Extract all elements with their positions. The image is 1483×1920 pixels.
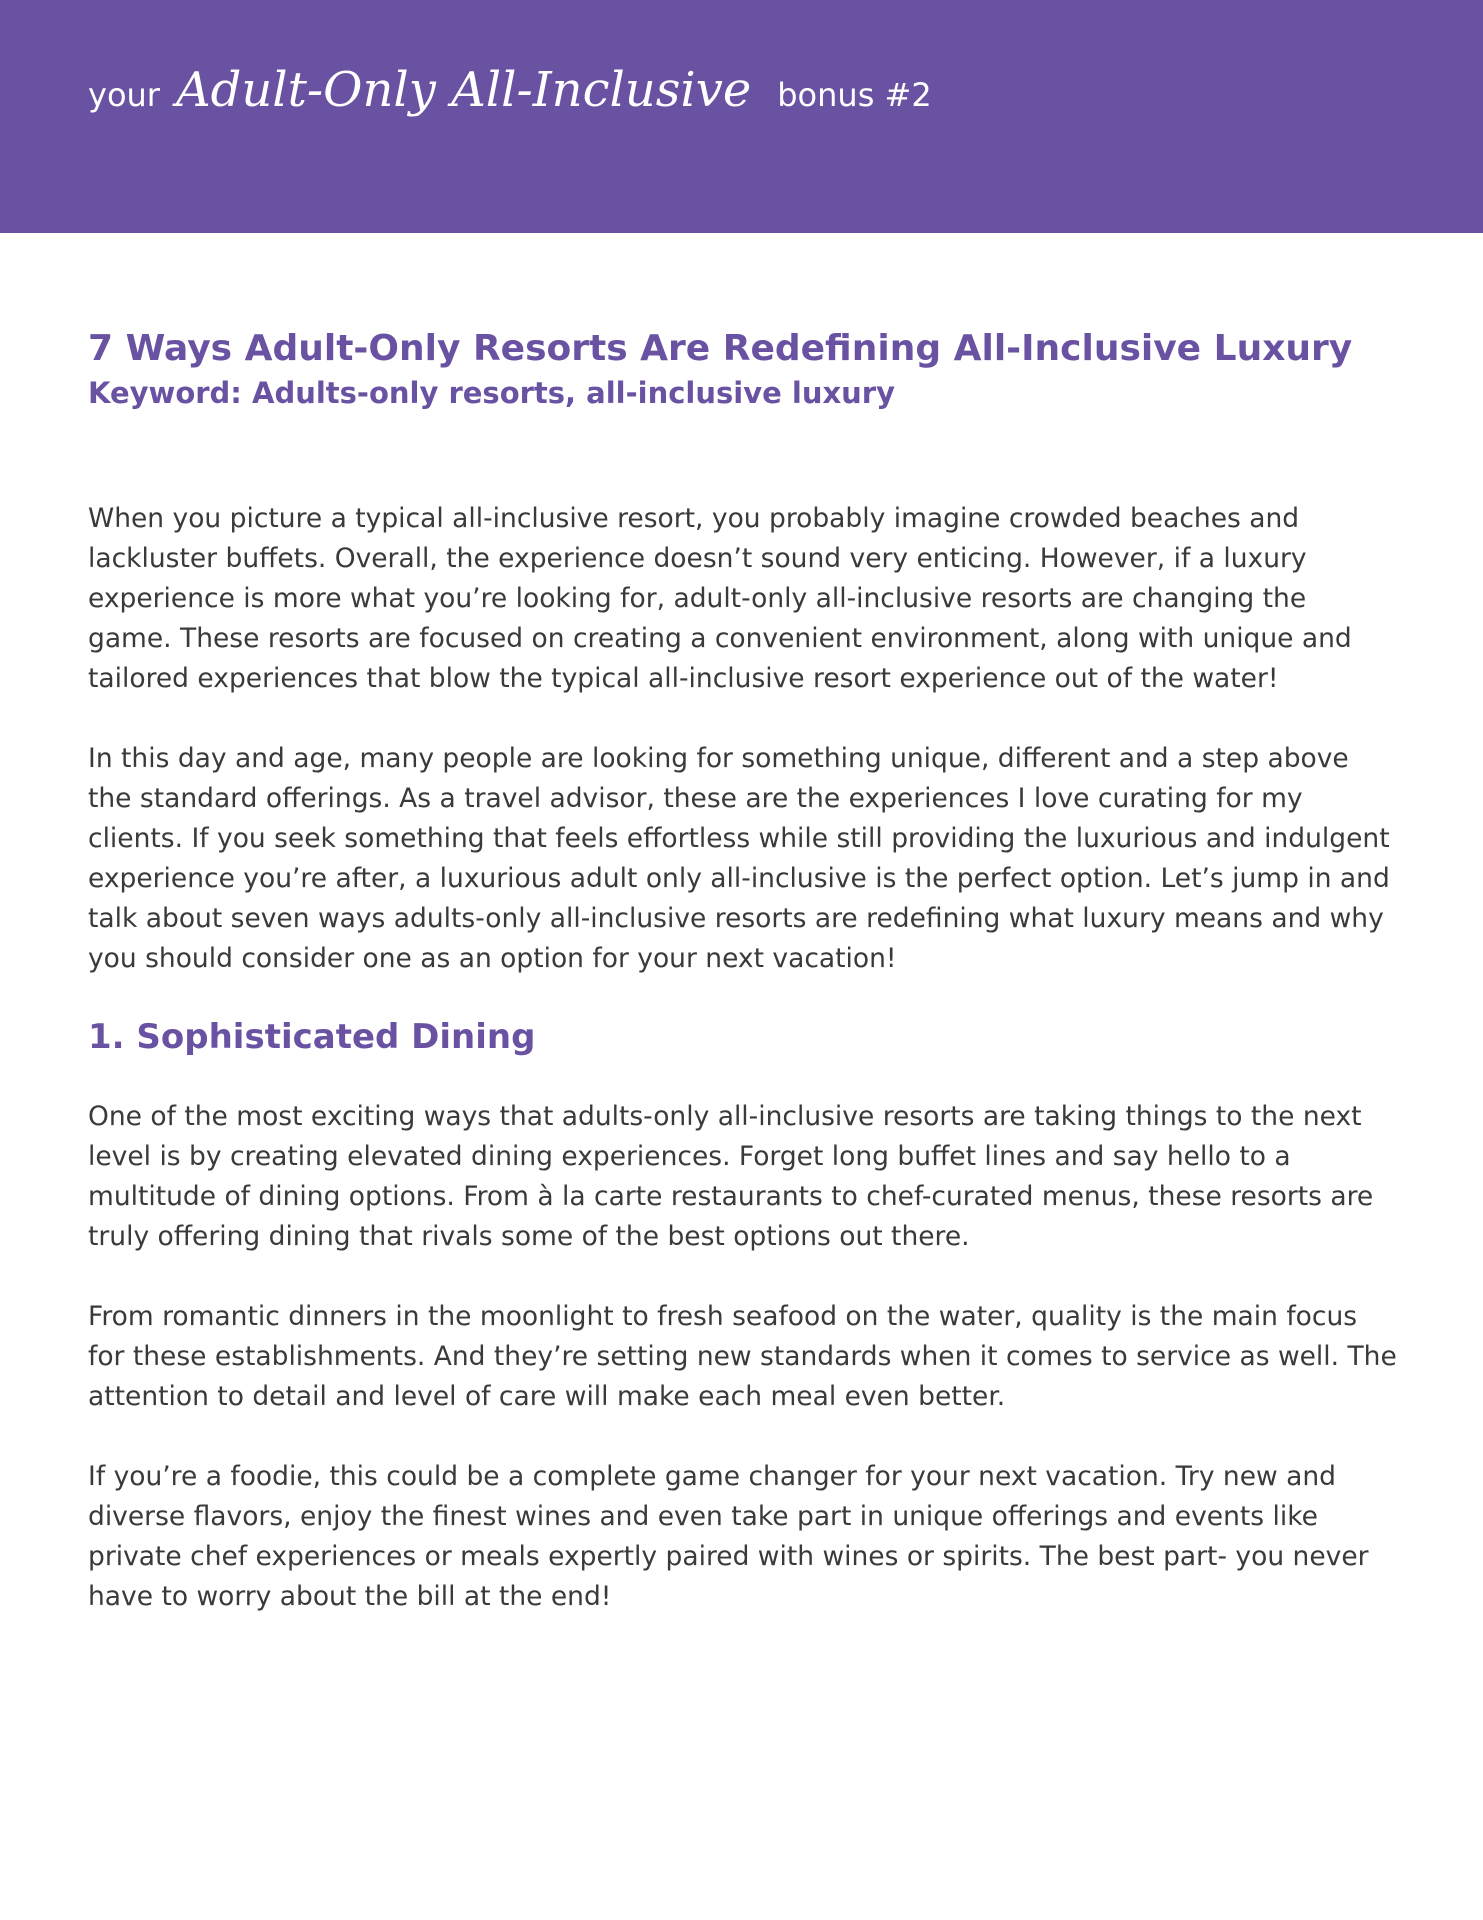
section-sophisticated-dining: [88, 1013, 1398, 1617]
section-paragraph: One of the most exciting ways that adults-only all-inclusive resorts are taking things to the next level is by creating elevated dining experiences. Forget long buffet lines and say hello to a multitude of dining options. From à la carte restaurants to chef-curated menus, these resorts are truly offering dining that rivals some of the best options out there.: [88, 1101, 1374, 1252]
header-banner: [0, 0, 1483, 233]
article-keyword: Keyword: Adults-only resorts, all-inclusive luxury: [88, 376, 896, 410]
banner-script-title: Adult-Only All-Inclusive: [175, 62, 752, 118]
section-heading: 1. Sophisticated Dining: [88, 1017, 536, 1057]
banner-title-line: [88, 62, 932, 118]
banner-bonus-label: bonus #2: [777, 76, 932, 114]
article-title: 7 Ways Adult-Only Resorts Are Redefining All-Inclusive Luxury: [88, 328, 1353, 369]
section-paragraph: From romantic dinners in the moonlight to fresh seafood on the water, quality is the main focus for these establishments. And they’re setting new standards when it comes to service as well. The attention to detail and level of care will make each meal even better.: [88, 1301, 1397, 1412]
article-content: [88, 325, 1398, 1617]
intro-paragraph: When you picture a typical all-inclusive resort, you probably imagine crowded beaches and lackluster buffets. Overall, the experience doesn’t sound very enticing. However, if a luxury experience is more what you’re looking for, adult-only all-inclusive resorts are changing the game. These resorts are focused on creating a convenient environment, along with unique and tailored experiences that blow the typical all-inclusive resort experience out of the water!: [88, 503, 1352, 694]
banner-prefix: your: [88, 76, 160, 114]
section-paragraph: If you’re a foodie, this could be a complete game changer for your next vacation. Try new and diverse flavors, enjoy the finest wines and even take part in unique offerings and events like private chef experiences or meals expertly paired with wines or spirits. The best part- you never have to worry about the bill at the end!: [88, 1461, 1369, 1612]
intro-paragraph: In this day and age, many people are looking for something unique, different and a step above the standard offerings. As a travel advisor, these are the experiences I love curating for my clients. If you seek something that feels effortless while still providing the luxurious and indulgent experience you’re after, a luxurious adult only all-inclusive is the perfect option. Let’s jump in and talk about seven ways adults-only all-inclusive resorts are redefining what luxury means and why you should consider one as an option for your next vacation!: [88, 743, 1390, 974]
